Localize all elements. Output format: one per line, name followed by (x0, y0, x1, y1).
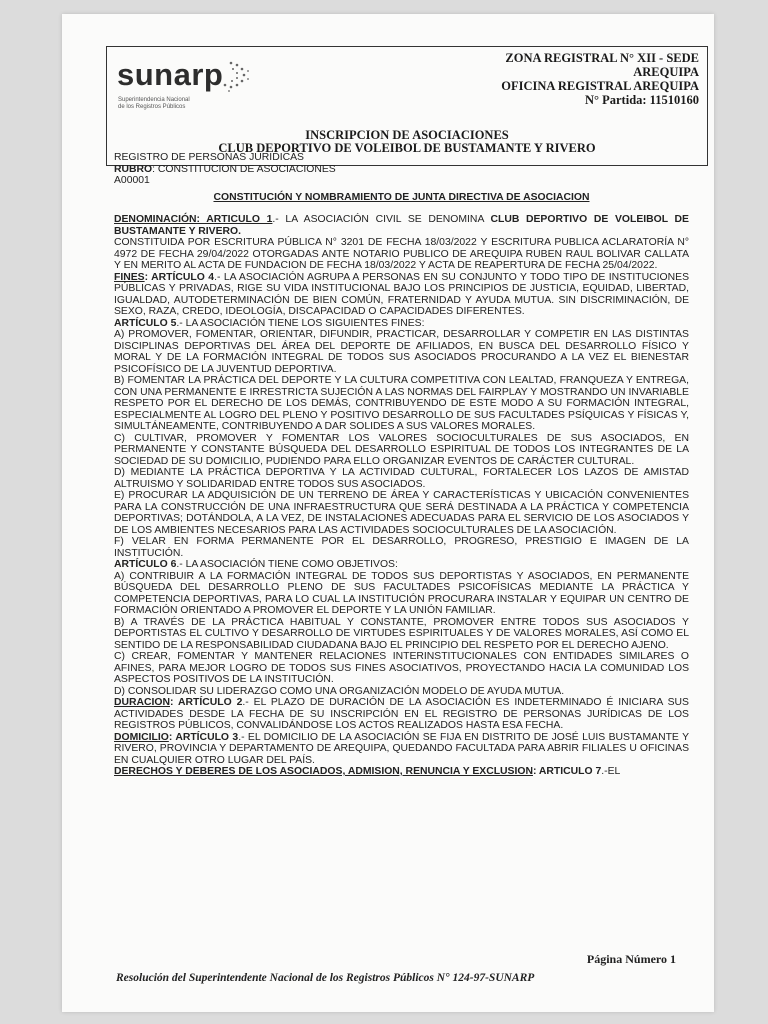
section-title: CONSTITUCIÓN Y NOMBRAMIENTO DE JUNTA DIRECTIVA DE ASOCIACION (213, 191, 590, 203)
rubro-line: RUBRO: CONSTITUCION DE ASOCIACIONES (114, 163, 336, 175)
list-item: E) PROCURAR LA ADQUISICIÓN DE UN TERRENO DE ÁREA Y CARACTERÍSTICAS Y UBICACIÓN CONVENIENTES PARA LA CONSTRUCCIÓN DE UNA INFRAESTRUCTURA QUE SERÁ DESTINADA A LA PRÁCTICA Y COMPETENCIA DEPORTIVAS; DOTÁNDOLA, A LA VEZ, DE INSTALACIONES ADECUADAS PARA EL SERVICIO DE LOS ASOCIADOS Y DE LOS AMBIENTES NECESARIOS PARA LAS ACTIVIDADES SOCIOCULTURALES DE LA ASOCIACIÓN. (114, 490, 689, 536)
header-box (106, 46, 708, 166)
page-number: Página Número 1 (586, 952, 676, 966)
list-item: D) MEDIANTE LA PRÁCTICA DEPORTIVA Y LA ACTIVIDAD CULTURAL, FORTALECER LOS LAZOS DE AMISTAD ALTRUISMO Y SOLIDARIDAD ENTRE TODOS SUS ASOCIADOS. (114, 467, 689, 490)
logo-subtitle: Superintendencia Nacional de los Registros Públicos (118, 97, 190, 110)
list-item: A) CONTRIBUIR A LA FORMACIÓN INTEGRAL DE TODOS SUS DEPORTISTAS Y ASOCIADOS, EN PERMANENTE BÚSQUEDA DEL DESARROLLO PLENO DE SUS FACULTADES PSICOFÍSICAS MEDIANTE LA PRÁCTICA Y COMPETENCIA DEPORTIVAS, PARA LO CUAL LA INSTITUCIÓN PROCURARA INSTALAR Y EQUIPAR UN CENTRO DE FORMACIÓN ORIENTADO A PROMOVER EL DEPORTE Y LA UNIÓN FAMILIAR. (114, 570, 689, 616)
document-body (114, 152, 689, 778)
list-item: B) A TRAVÉS DE LA PRÁCTICA HABITUAL Y CONSTANTE, PROMOVER ENTRE TODOS SUS ASOCIADOS Y DEPORTISTAS EL CULTIVO Y DESARROLLO DE VIRTUDES ESPIRITUALES Y DE VALORES MORALES, ASÍ COMO EL SENTIDO DE LA RESPONSABILIDAD CIUDADANA BAJO EL PRINCIPIO DEL RESPETO POR EL DERECHO AJENO. (114, 616, 689, 651)
registro-line: REGISTRO DE PERSONAS JURIDICAS (114, 152, 304, 163)
list-item: C) CREAR, FOMENTAR Y MANTENER RELACIONES INTERINSTITUCIONALES CON ENTIDADES SIMILARES O AFINES, PARA MEJOR LOGRO DE TODOS SUS FINES ASOCIATIVOS, PROYECTANDO HACIA LA COMUNIDAD LOS ASPECTOS POSITIVOS DE LA INSTITUCIÓN. (114, 651, 689, 685)
document-page (62, 14, 714, 1012)
list-item: A) PROMOVER, FOMENTAR, ORIENTAR, DIFUNDIR, PRACTICAR, DESARROLLAR Y COMPETIR EN LAS DISTINTAS DISCIPLINAS DEPORTIVAS DEL ÁREA DEL DEPORTE DE AFILIADOS, EN BUSCA DEL DESARROLLO FÍSICO Y MORAL Y DE LA FORMACIÓN INTEGRAL DE TODOS SUS ASOCIADOS PROCURANDO A LA VEZ EL BIENESTAR PSICOFÍSICO DE LA JUVENTUD DEPORTIVA. (114, 329, 689, 375)
paragraph-denominacion: DENOMINACIÓN: ARTICULO 1.- LA ASOCIACIÓN CIVIL SE DENOMINA CLUB DEPORTIVO DE VOLEIBOL DE BUSTAMANTE Y RIVERO. (114, 214, 689, 237)
code-line: A00001 (114, 175, 150, 186)
registry-info (501, 51, 699, 107)
document-title: INSCRIPCION DE ASOCIACIONES CLUB DEPORTIVO DE VOLEIBOL DE BUSTAMANTE Y RIVERO (218, 128, 596, 155)
list-item: F) VELAR EN FORMA PERMANENTE POR EL DESARROLLO, PROGRESO, PRESTIGIO E IMAGEN DE LA INSTITUCIÓN. (114, 536, 689, 559)
list-item: D) CONSOLIDAR SU LIDERAZGO COMO UNA ORGANIZACIÓN MODELO DE AYUDA MUTUA. (114, 685, 565, 697)
logo-dots-icon (211, 59, 251, 95)
list-item: C) CULTIVAR, PROMOVER Y FOMENTAR LOS VALORES SOCIOCULTURALES DE SUS ASOCIADOS, EN PERMANENTE Y CONSTANTE BÚSQUEDA DEL DESARROLLO ESPIRITUAL DE TODOS LOS INTEGRANTES DE LA SOCIEDAD DE SU DOMICILIO, PUDIENDO PARA ELLO ORGANIZAR EVENTOS DE CARÁCTER CULTURAL. (114, 432, 689, 467)
paragraph-domicilio: DOMICILIO: ARTÍCULO 3.- EL DOMICILIO DE LA ASOCIACIÓN SE FIJA EN DISTRITO DE JOSÉ LUIS BUSTAMANTE Y RIVERO, PROVINCIA Y DEPARTAMENTO DE AREQUIPA, QUEDANDO FACULTADA PARA ABRIR FILIALES U OFICINAS EN CUALQUIER OTRO LUGAR DEL PAÍS. (114, 731, 690, 766)
sunarp-logo (117, 57, 287, 117)
paragraph-art5: ARTÍCULO 5.- LA ASOCIACIÓN TIENE LOS SIGUIENTES FINES: (114, 317, 425, 329)
list-item: B) FOMENTAR LA PRÁCTICA DEL DEPORTE Y LA CULTURA COMPETITIVA CON LEALTAD, FRANQUEZA Y ENTREGA, CON UNA PERMANENTE E IRRESTRICTA SUJECIÓN A LAS NORMAS DEL FAIRPLAY Y MOSTRANDO UN INVARIABLE RESPETO POR EL DERECHO DE LOS DEMÁS, CONTRIBUYENDO DE ESTE MODO A SU FORMACIÓN INTEGRAL, ESPECIALMENTE AL LOGRO DEL PLENO Y POSITIVO DESARROLLO DE SUS FACULTADES PSÍQUICAS Y FÍSICAS Y, SIMULTÁNEAMENTE, CONTRIBUYENDO A DAR SOLIDES A SUS VALORES MORALES. (114, 375, 689, 432)
logo-wordmark: sunarp (117, 57, 224, 92)
paragraph-derechos: DERECHOS Y DEBERES DE LOS ASOCIADOS, ADMISION, RENUNCIA Y EXCLUSION: ARTICULO 7.-EL (114, 766, 621, 777)
paragraph-duracion: DURACION: ARTÍCULO 2.- EL PLAZO DE DURACIÓN DE LA ASOCIACIÓN ES INDETERMINADO É INICIARA SUS ACTIVIDADES DESDE LA FECHA DE SU INSCRIPCIÓN EN EL REGISTRO DE PERSONAS JURÍDICAS DE LOS REGISTROS PÚBLICOS, CONVALIDÁNDOSE LOS ACTOS REALIZADOS HASTA ESA FECHA. (114, 697, 689, 731)
paragraph-art6: ARTÍCULO 6.- LA ASOCIACIÓN TIENE COMO OBJETIVOS: (114, 559, 398, 570)
oficina-registral: OFICINA REGISTRAL AREQUIPA (501, 79, 699, 93)
city: AREQUIPA (633, 65, 699, 79)
paragraph-constituida: CONSTITUIDA POR ESCRITURA PÚBLICA N° 3201 DE FECHA 18/03/2022 Y ESCRITURA PUBLICA ACLARATORÍA N° 4972 DE FECHA 29/04/2022 OTORGADAS ANTE NOTARIO PUBLICO DE AREQUIPA RUBEN RAUL BOLIVAR CALLATA Y EN MERITO AL ACTA DE FUNDACION DE FECHA 18/03/2022 Y ACTA DE REAPERTURA DE FECHA 25/04/2022. (114, 237, 689, 271)
resolution-footer: Resolución del Superintendente Nacional de los Registros Públicos N° 124-97-SUNARP (116, 972, 535, 984)
zona-registral: ZONA REGISTRAL N° XII - SEDE (505, 51, 699, 65)
paragraph-fines: FINES: ARTÍCULO 4.- LA ASOCIACIÓN AGRUPA A PERSONAS EN SU CONJUNTO Y TODO TIPO DE INSTITUCIONES PÚBLICAS Y PRIVADAS, RIGE SU VIDA INSTITUCIONAL BAJO LOS PRINCIPIOS DE JUSTICIA, EQUIDAD, LIBERTAD, IGUALDAD, AUTODETERMINACIÓN DE BIEN COMÚN, FRATERNIDAD Y AYUDA MUTUA. SIN DISCRIMINACIÓN, DE SEXO, RAZA, CREDO, IDEOLOGÍA, DISCAPACIDAD O CAPACIDADES DIFERENTES. (114, 271, 689, 317)
partida-number: N° Partida: 11510160 (584, 93, 699, 107)
